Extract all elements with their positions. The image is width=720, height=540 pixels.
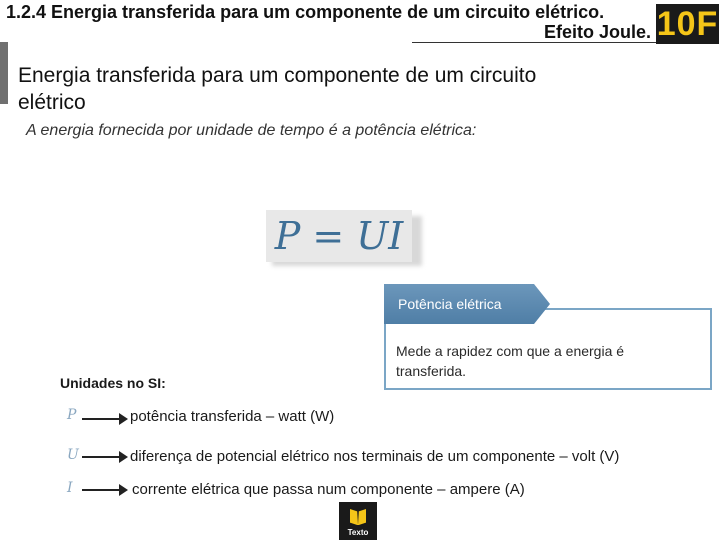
intro-text: A energia fornecida por unidade de tempo é a potência elétrica: xyxy=(26,122,477,139)
formula-text: P = UI xyxy=(274,214,404,258)
header-title: 1.2.4 Energia transferida para um componente de um circuito elétrico. xyxy=(6,2,605,22)
callout-tab-label: Potência elétrica xyxy=(398,296,502,312)
grade-badge xyxy=(656,4,719,44)
arrow-icon xyxy=(82,484,128,496)
header-subtitle: Efeito Joule. xyxy=(544,22,652,42)
units-title: Unidades no SI: xyxy=(60,375,166,391)
header-underline xyxy=(412,42,662,43)
section-side-bar xyxy=(0,42,8,104)
grade-badge-label: 10F xyxy=(656,5,719,43)
unit-text-current: corrente elétrica que passa num componente – ampere (A) xyxy=(132,481,525,498)
unit-symbol-current: I xyxy=(67,480,73,496)
unit-text-voltage: diferença de potencial elétrico nos terminais de um componente – volt (V) xyxy=(130,448,620,465)
section-title: Energia transferida para um componente de um circuito elétrico xyxy=(18,64,537,114)
unit-text-power: potência transferida – watt (W) xyxy=(130,408,335,425)
publisher-logo-label: Texto xyxy=(347,528,369,537)
arrow-icon xyxy=(82,413,128,425)
book-icon xyxy=(350,509,366,525)
publisher-logo xyxy=(339,502,377,540)
callout-text: Mede a rapidez com que a energia é transferida. xyxy=(396,343,625,379)
unit-symbol-power: P xyxy=(67,407,77,423)
arrow-icon xyxy=(82,451,128,463)
formula-box xyxy=(266,210,412,262)
unit-symbol-voltage: U xyxy=(67,447,79,463)
